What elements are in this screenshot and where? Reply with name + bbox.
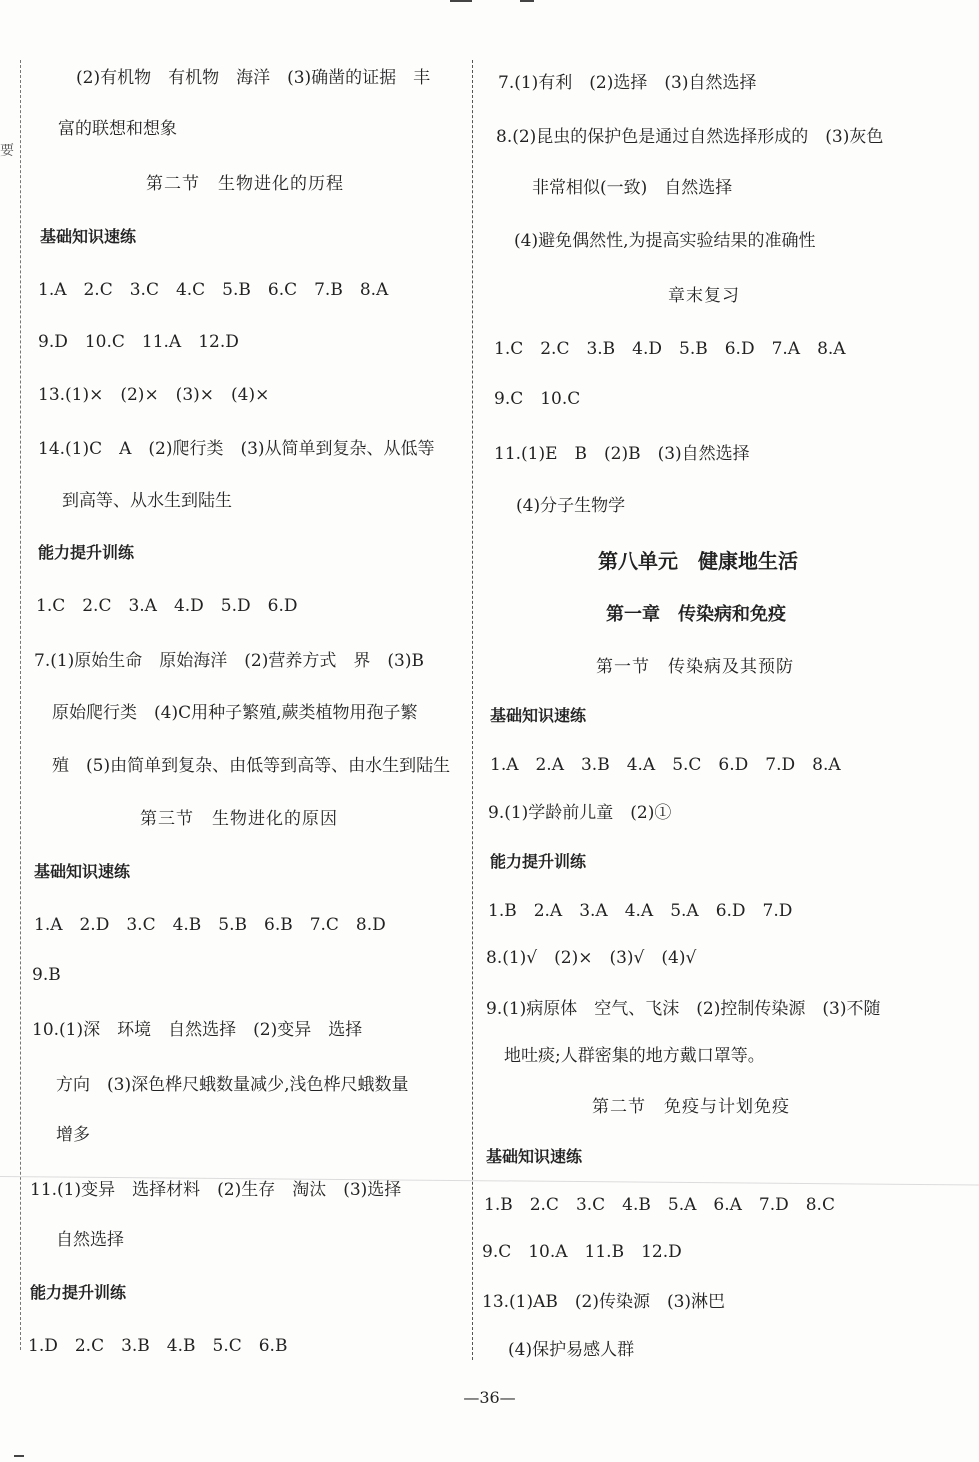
column-divider xyxy=(472,60,473,1360)
answer-line: 1.B 2.C 3.C 4.B 5.A 6.A 7.D 8.C xyxy=(484,1195,835,1215)
bottom-mark xyxy=(14,1455,24,1457)
answer-line: 13.(1)AB (2)传染源 (3)淋巴 xyxy=(482,1292,726,1312)
answer-line: 到高等、从水生到陆生 xyxy=(62,491,232,511)
drill-heading: 能力提升训练 xyxy=(490,852,587,871)
answer-line: 8.(2)昆虫的保护色是通过自然选择形成的 (3)灰色 xyxy=(496,127,884,147)
answer-line: 1.A 2.D 3.C 4.B 5.B 6.B 7.C 8.D xyxy=(34,915,386,935)
answer-line: 1.C 2.C 3.A 4.D 5.D 6.D xyxy=(36,596,298,616)
answer-line: 自然选择 xyxy=(56,1230,124,1250)
section-heading: 章末复习 xyxy=(668,286,740,306)
answer-line: 11.(1)E B (2)B (3)自然选择 xyxy=(494,444,750,464)
page-number: —36— xyxy=(463,1388,516,1407)
answer-line: 原始爬行类 (4)C用种子繁殖,蕨类植物用孢子繁 xyxy=(52,703,418,723)
answer-line: 1.C 2.C 3.B 4.D 5.B 6.D 7.A 8.A xyxy=(494,339,846,359)
answer-line: 增多 xyxy=(56,1125,90,1145)
answer-line: 非常相似(一致) 自然选择 xyxy=(532,178,733,198)
answer-line: 方向 (3)深色桦尺蛾数量减少,浅色桦尺蛾数量 xyxy=(56,1075,409,1095)
answer-line: 1.B 2.A 3.A 4.A 5.A 6.D 7.D xyxy=(488,901,793,921)
answer-line: 9.C 10.C xyxy=(494,389,581,409)
answer-line: 1.A 2.C 3.C 4.C 5.B 6.C 7.B 8.A xyxy=(38,280,389,300)
answer-line: 9.D 10.C 11.A 12.D xyxy=(38,332,239,352)
chapter-heading: 第一章 传染病和免疫 xyxy=(606,604,786,625)
answer-line: (2)有机物 有机物 海洋 (3)确凿的证据 丰 xyxy=(76,68,431,88)
top-mark-left xyxy=(450,0,472,2)
answer-line: 地吐痰;人群密集的地方戴口罩等。 xyxy=(504,1046,765,1066)
answer-line: 13.(1)× (2)× (3)× (4)× xyxy=(38,385,270,405)
answer-line: 9.(1)病原体 空气、飞沫 (2)控制传染源 (3)不随 xyxy=(486,999,881,1019)
drill-heading: 基础知识速练 xyxy=(34,862,131,881)
answer-line: 9.(1)学龄前儿童 (2)① xyxy=(488,803,672,823)
section-heading: 第二节 免疫与计划免疫 xyxy=(592,1097,790,1117)
drill-heading: 能力提升训练 xyxy=(30,1283,127,1302)
unit-heading: 第八单元 健康地生活 xyxy=(598,549,798,573)
answer-line: (4)保护易感人群 xyxy=(508,1340,635,1360)
side-margin-char: 要 xyxy=(0,143,14,159)
answer-line: 殖 (5)由简单到复杂、由低等到高等、由水生到陆生 xyxy=(52,756,451,776)
answer-line: 10.(1)深 环境 自然选择 (2)变异 选择 xyxy=(32,1020,363,1040)
answer-line: 9.B xyxy=(32,965,61,985)
drill-heading: 能力提升训练 xyxy=(38,543,135,562)
section-heading: 第二节 生物进化的历程 xyxy=(146,174,344,194)
answer-line: 7.(1)原始生命 原始海洋 (2)营养方式 界 (3)B xyxy=(34,651,424,671)
left-margin-dashed-line xyxy=(20,60,21,1350)
answer-line: 9.C 10.A 11.B 12.D xyxy=(482,1242,682,1262)
answer-line: (4)分子生物学 xyxy=(516,496,626,516)
drill-heading: 基础知识速练 xyxy=(486,1147,583,1166)
drill-heading: 基础知识速练 xyxy=(490,706,587,725)
top-mark-right xyxy=(520,0,534,2)
drill-heading: 基础知识速练 xyxy=(40,227,137,246)
section-heading: 第一节 传染病及其预防 xyxy=(596,657,794,677)
answer-line: 8.(1)√ (2)× (3)√ (4)√ xyxy=(486,948,697,968)
answer-line: 7.(1)有利 (2)选择 (3)自然选择 xyxy=(498,73,757,93)
answer-line: 14.(1)C A (2)爬行类 (3)从简单到复杂、从低等 xyxy=(38,439,435,459)
answer-line: 1.A 2.A 3.B 4.A 5.C 6.D 7.D 8.A xyxy=(490,755,841,775)
answer-line: 11.(1)变异 选择材料 (2)生存 淘汰 (3)选择 xyxy=(30,1180,402,1200)
answer-line: 1.D 2.C 3.B 4.B 5.C 6.B xyxy=(28,1336,288,1356)
answer-line: 富的联想和想象 xyxy=(58,119,177,139)
answer-line: (4)避免偶然性,为提高实验结果的准确性 xyxy=(514,231,816,251)
section-heading: 第三节 生物进化的原因 xyxy=(140,809,338,829)
